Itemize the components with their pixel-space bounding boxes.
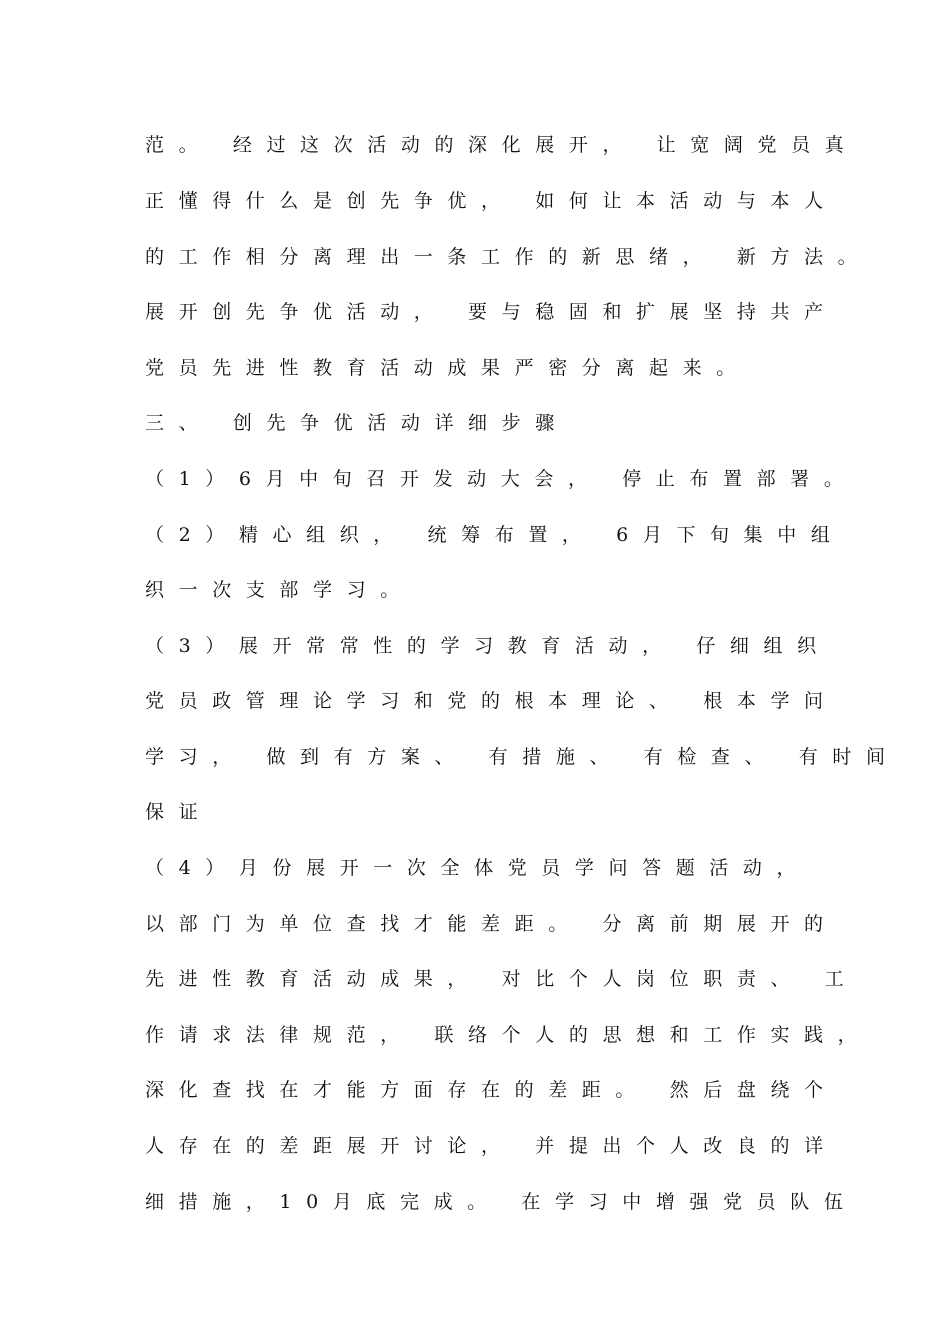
section-heading: 三、 创先争优活动详细步骤 <box>145 412 569 434</box>
text-line: 人存在的差距展开讨论， 并提出个人改良的详 <box>145 1135 838 1157</box>
text-line: （1）6月中旬召开发动大会， 停止布置部署。 <box>145 468 858 490</box>
text-line: 作请求法律规范， 联络个人的思想和工作实践， <box>145 1024 872 1046</box>
text-line: 以部门为单位查找才能差距。 分离前期展开的 <box>145 913 838 935</box>
text-line: 正懂得什么是创先争优， 如何让本活动与本人 <box>145 190 838 212</box>
text-line: 织一次支部学习。 <box>145 579 414 601</box>
text-line: 先进性教育活动成果， 对比个人岗位职责、 工 <box>145 968 859 990</box>
text-line: 党员先进性教育活动成果严密分离起来。 <box>145 357 750 379</box>
text-line: 深化查找在才能方面存在的差距。 然后盘绕个 <box>145 1079 838 1101</box>
text-line: 细措施，10月底完成。 在学习中增强党员队伍 <box>145 1191 858 1213</box>
text-line: 范。 经过这次活动的深化展开， 让宽阔党员真 <box>145 134 859 156</box>
text-line: 保证 <box>145 801 213 823</box>
text-line: （2）精心组织， 统筹布置， 6月下旬集中组 <box>145 524 845 546</box>
text-line: 学习， 做到有方案、 有措施、 有检查、 有时间 <box>145 746 900 768</box>
text-line: （3）展开常常性的学习教育活动， 仔细组织 <box>145 635 831 657</box>
text-line: （4）月份展开一次全体党员学问答题活动， <box>145 857 811 879</box>
text-line: 党员政管理论学习和党的根本理论、 根本学问 <box>145 690 838 712</box>
text-line: 的工作相分离理出一条工作的新思绪， 新方法。 <box>145 246 872 268</box>
text-line: 展开创先争优活动， 要与稳固和扩展坚持共产 <box>145 301 838 323</box>
